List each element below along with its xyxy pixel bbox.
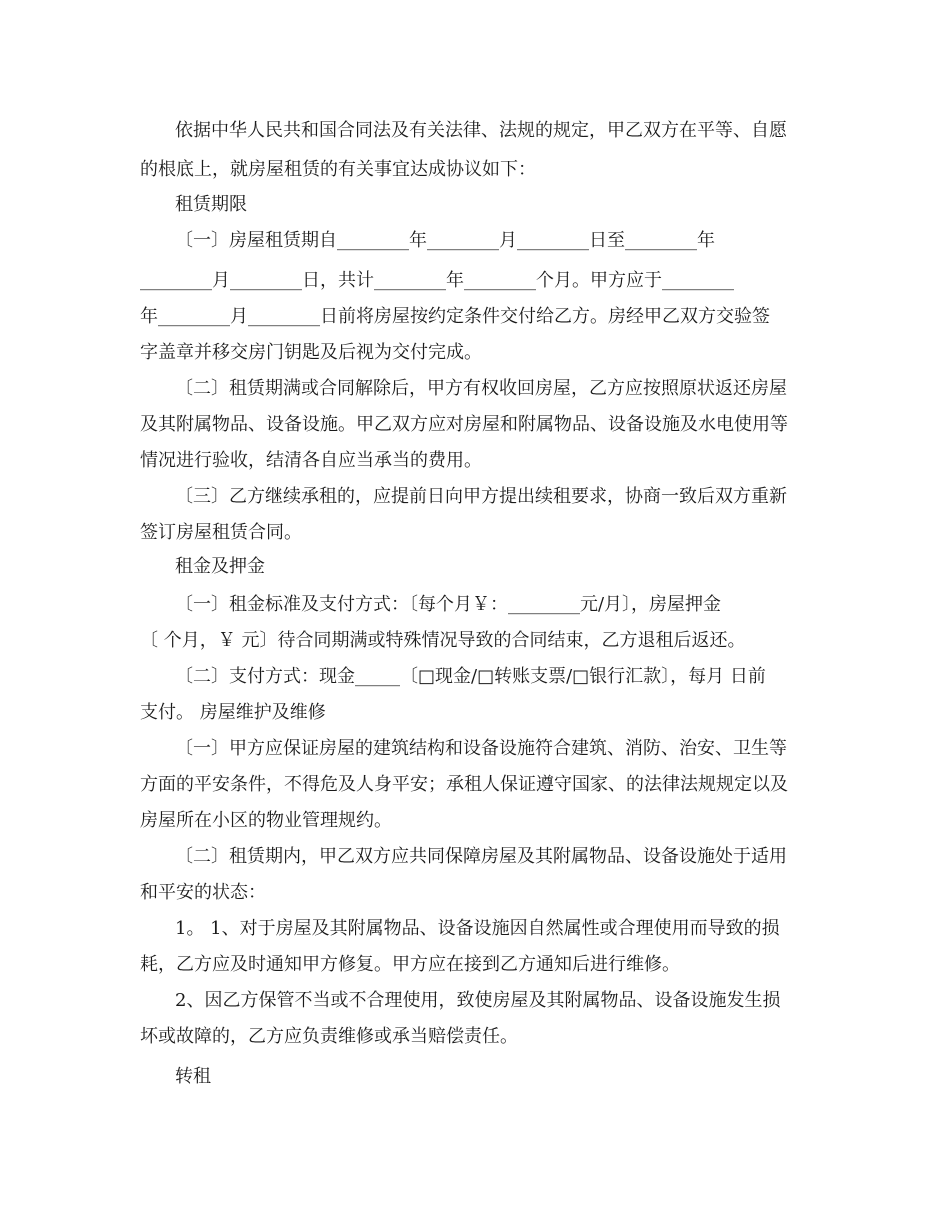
paragraph-line: 的根底上，就房屋租赁的有关事宜达成协议如下：: [140, 159, 536, 180]
paragraph-line: 和平安的状态：: [140, 882, 266, 903]
section-heading-sublease: 转租: [175, 1066, 211, 1087]
paragraph-line: 方面的平安条件，不得危及人身平安；承租人保证遵守国家、的法律法规规定以及: [140, 774, 788, 795]
paragraph-line: 〔一〕租金标准及支付方式：〔每个月￥：________元/月〕，房屋押金: [175, 594, 722, 615]
paragraph-line: 〔二〕租赁期满或合同解除后，甲方有权收回房屋，乙方应按照原状返还房屋: [175, 378, 787, 399]
section-heading-lease-term: 租赁期限: [175, 194, 247, 215]
paragraph-line: 房屋所在小区的物业管理规约。: [140, 810, 392, 831]
paragraph-line: 〔一〕房屋租赁期自________年________月________日至________年: [175, 230, 715, 251]
paragraph-line: 〔三〕乙方继续承租的，应提前日向甲方提出续租要求，协商一致后双方重新: [175, 486, 787, 507]
paragraph-line: 2、因乙方保管不当或不合理使用，致使房屋及其附属物品、设备设施发生损: [175, 990, 781, 1011]
paragraph-line: 1。 1、对于房屋及其附属物品、设备设施因自然属性或合理使用而导致的损: [175, 918, 780, 939]
paragraph-line: 〔一〕甲方应保证房屋的建筑结构和设备设施符合建筑、消防、治安、卫生等: [175, 738, 787, 759]
paragraph-line: 〔 个月，￥ 元〕待合同期满或特殊情况导致的合同结束，乙方退租后返还。: [140, 630, 746, 651]
paragraph-line: 支付。 房屋维护及维修: [140, 702, 326, 723]
paragraph-line: 签订房屋租赁合同。: [140, 522, 302, 543]
paragraph-line: 〔二〕支付方式：现金_____〔□现金/□转账支票/□银行汇款〕，每月 日前: [175, 666, 766, 687]
paragraph-line: 依据中华人民共和国合同法及有关法律、法规的规定，甲乙双方在平等、自愿: [175, 120, 787, 141]
paragraph-line: ________月________日，共计________年________个月。甲方应于________: [140, 270, 734, 291]
section-heading-rent-deposit: 租金及押金: [175, 556, 265, 577]
paragraph-line: 情况进行验收，结清各自应当承当的费用。: [140, 450, 482, 471]
paragraph-line: 字盖章并移交房门钥匙及后视为交付完成。: [140, 342, 482, 363]
paragraph-line: 〔二〕租赁期内，甲乙双方应共同保障房屋及其附属物品、设备设施处于适用: [175, 846, 787, 867]
paragraph-line: 及其附属物品、设备设施。甲乙双方应对房屋和附属物品、设备设施及水电使用等: [140, 414, 788, 435]
paragraph-line: 坏或故障的，乙方应负责维修或承当赔偿责任。: [140, 1026, 518, 1047]
paragraph-line: 耗，乙方应及时通知甲方修复。甲方应在接到乙方通知后进行维修。: [140, 954, 680, 975]
paragraph-line: 年________月________日前将房屋按约定条件交付给乙方。房经甲乙双方交验签: [140, 306, 770, 327]
